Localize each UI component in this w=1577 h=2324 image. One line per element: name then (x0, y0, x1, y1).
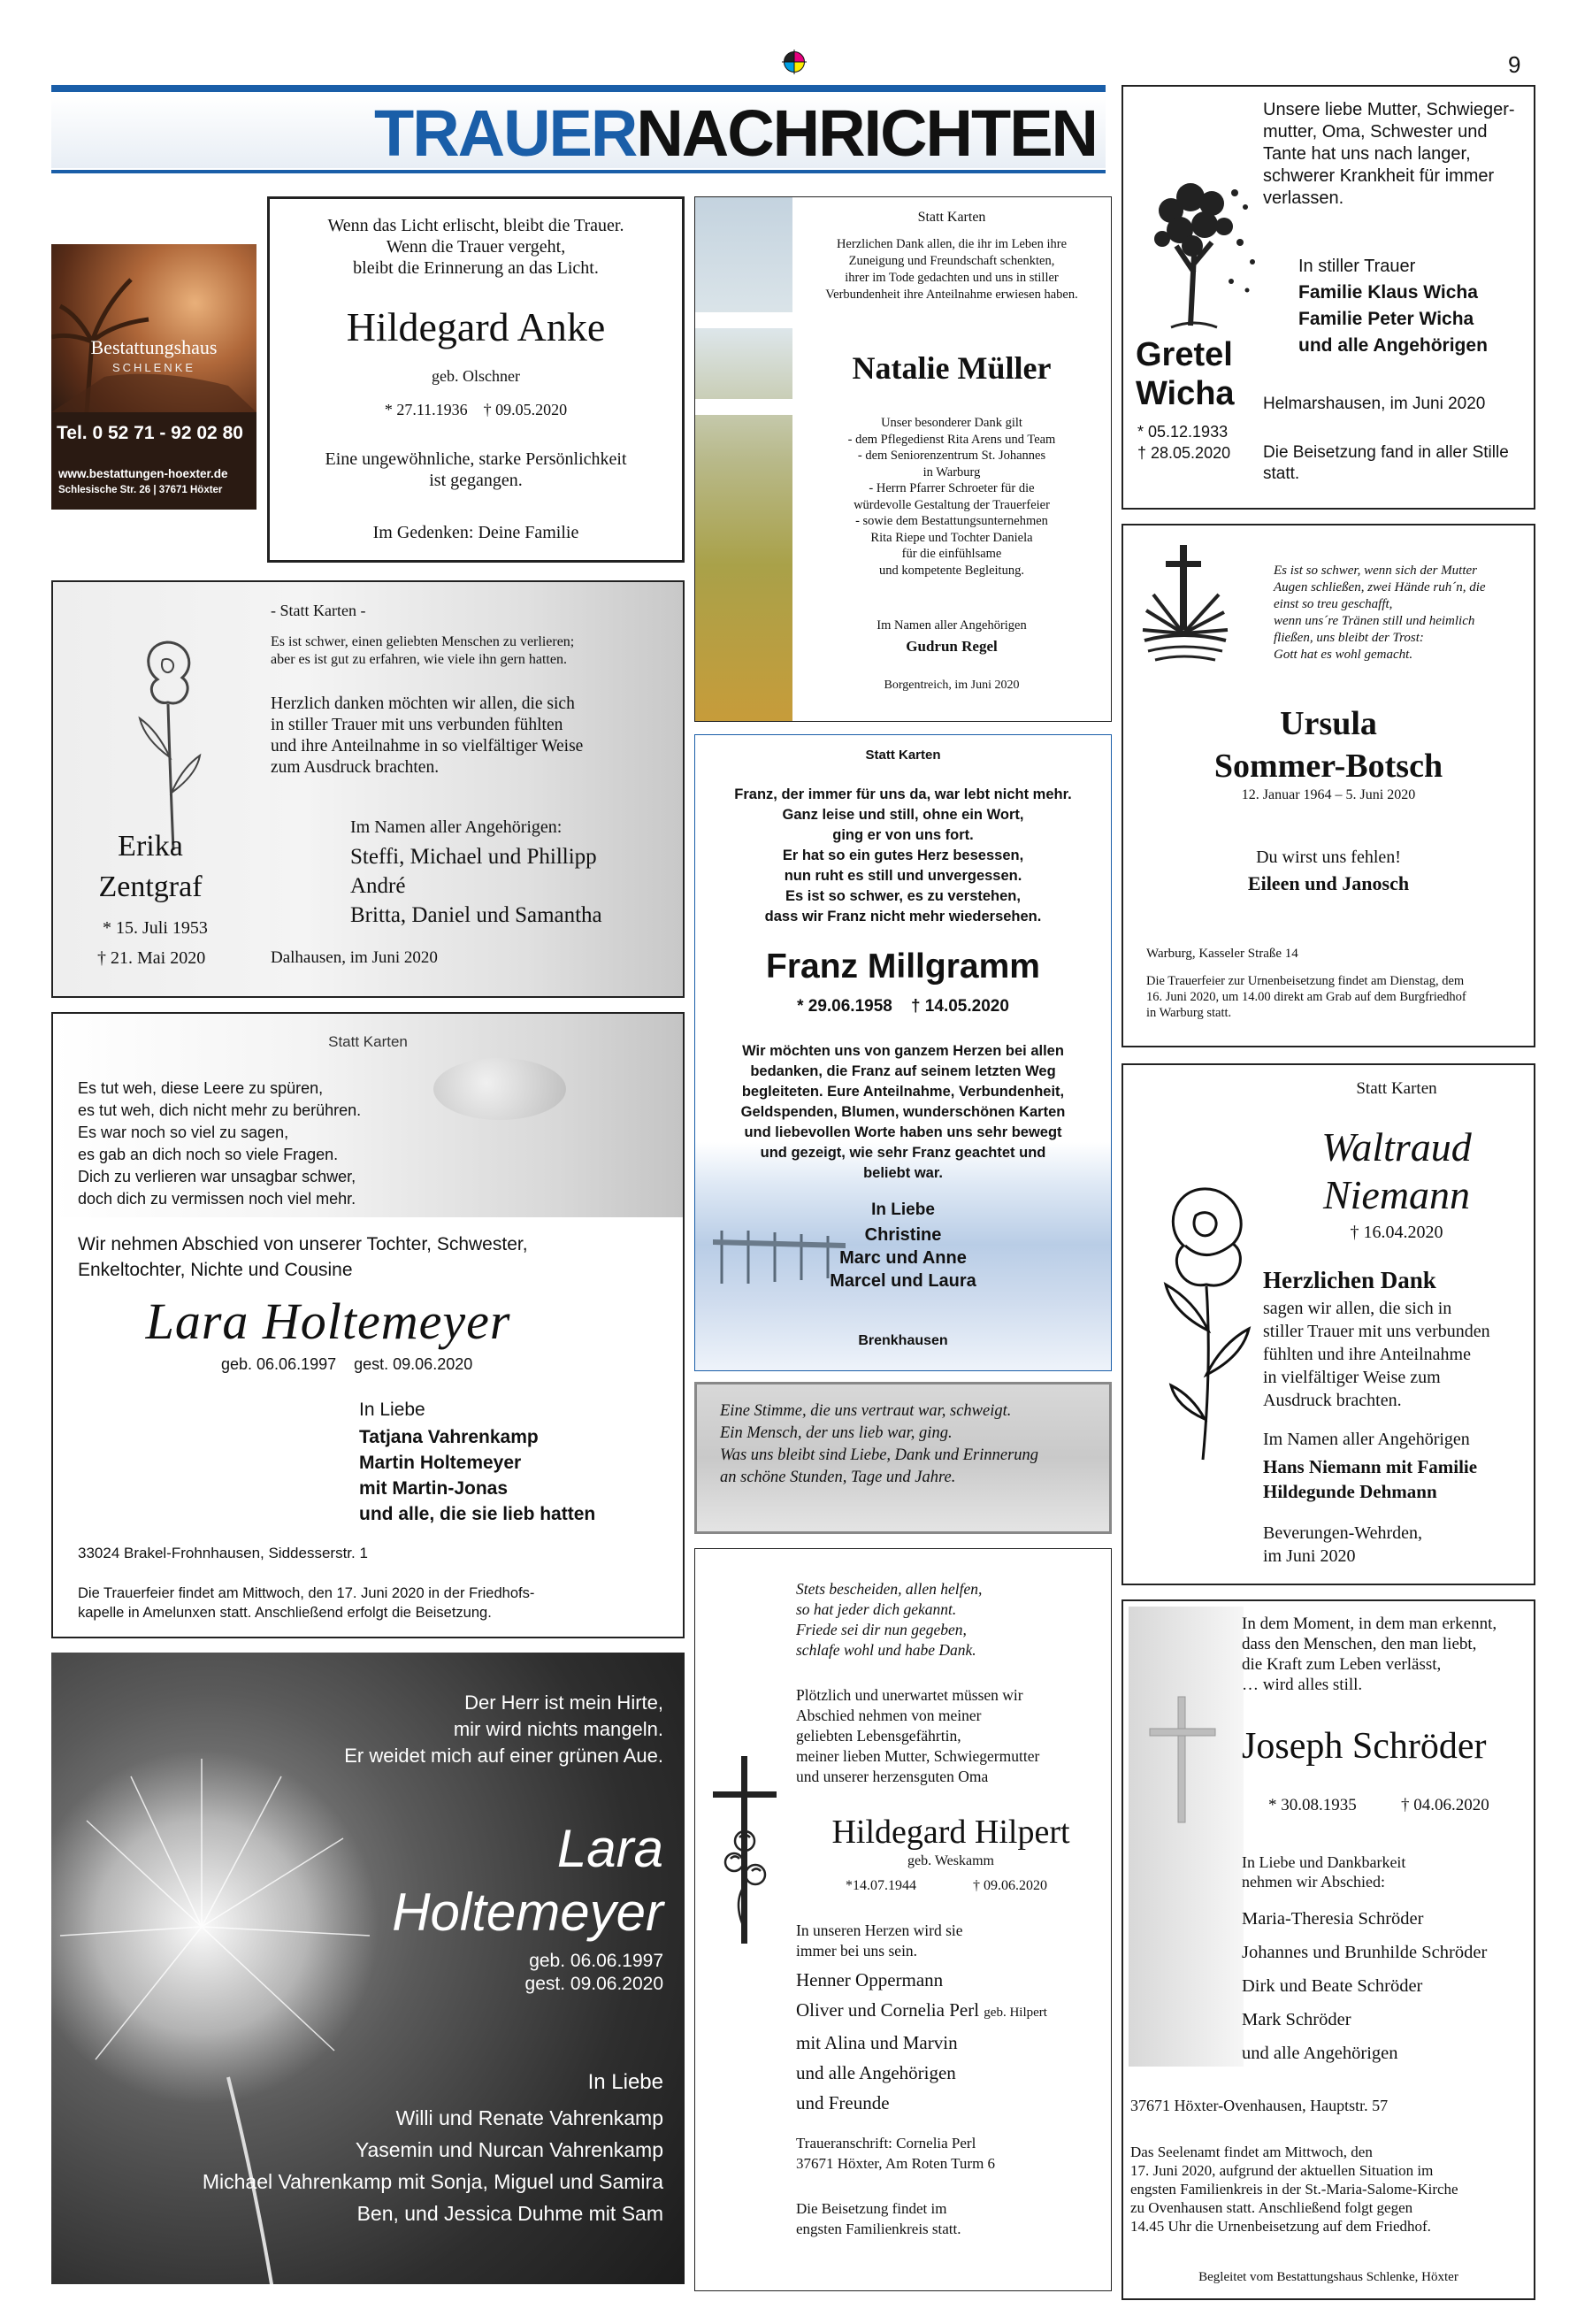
register-mark-icon (782, 50, 807, 74)
zentgraf-quote: Es ist schwer, einen geliebten Menschen zu verlieren; aber es ist gut zu erfahren, wie viele ihn gern hatten. (271, 634, 575, 667)
holtemeyer1-name: Lara Holtemeyer (145, 1292, 511, 1350)
sommer-dates: 12. Januar 1964 – 5. Juni 2020 (1241, 787, 1416, 802)
hilpert-born-name: geb. Weskamm (907, 1853, 994, 1868)
millgramm-family: Christine Marc und Anne Marcel und Laura (830, 1225, 976, 1291)
anke-quote: Wenn das Licht erlischt, bleibt die Trauer. Wenn die Trauer vergeht, bleibt die Erinnerung an das Licht. (327, 216, 624, 278)
notice-hilpert (694, 1548, 1112, 2291)
zentgraf-died: † 21. Mai 2020 (97, 948, 206, 968)
holtemeyer2-family: Willi und Renate Vahrenkamp Yasemin und Nurcan Vahrenkamp Michael Vahrenkamp mit Sonja, Miguel und Samira Ben, und Jessica Duhme mit Sam (202, 2106, 663, 2225)
zentgraf-family: Steffi, Michael und Phillipp André Britta, Daniel und Samantha (350, 845, 602, 927)
stimme-lines: Eine Stimme, die uns vertraut war, schweigt. Ein Mensch, der uns lieb war, ging. Was uns bleibt sind Liebe, Dank und Erinnerung an schöne Stunden, Tage und Jahre. (720, 1402, 1039, 1486)
holtemeyer1-ceremony: Die Trauerfeier findet am Mittwoch, den 17. Juni 2020 in der Friedhofs- kapelle in Amelunxen statt. Anschließend erfolgt die Beisetzung. (78, 1585, 535, 1621)
cross-sunrise-icon (1141, 541, 1229, 665)
ad-address: Schlesische Str. 26 | 37671 Höxter (58, 485, 223, 495)
niemann-died: † 16.04.2020 (1350, 1223, 1443, 1242)
wicha-place: Helmarshausen, im Juni 2020 (1263, 395, 1486, 413)
millgramm-thanks: Wir möchten uns von ganzem Herzen bei allen bedanken, die Franz auf seinem letzten Weg begleiteten. Eure Anteilnahme, Verbundenheit, Geldspenden, Blumen, wunderschönen Karten und liebevollen Worte haben uns sehr bewegt und gezeigt, wie sehr Franz geachtet und beliebt war. (740, 1043, 1066, 1181)
holtemeyer2-dates: geb. 06.06.1997 gest. 09.06.2020 (524, 1951, 663, 1994)
millgramm-quote: Franz, der immer für uns da, war lebt nicht mehr. Ganz leise und still, ohne ein Wort, ging er von uns fort. Er hat so ein gutes Herz besessen, nun ruht es still und unvergessen. Es ist so schwer, es zu verstehen, dass wir Franz nicht mehr wiedersehen. (734, 786, 1072, 924)
millgramm-love: In Liebe (871, 1200, 935, 1219)
page-number: 9 (1508, 51, 1521, 78)
mueller-special: Unser besonderer Dank gilt - dem Pflegedienst Rita Arens und Team - dem Seniorenzentrum St. Johannes in Warburg - Herrn Pfarrer Schroeter für die würdevolle Gestaltung der Trauerfeier - sowie dem Bestattungsunternehmen Rita Riepe und Tochter Daniela für die einfühlsame und kompetente Begleitung. (847, 416, 1056, 578)
hilpert-text: Plötzlich und unerwartet müssen wir Abschied nehmen von meiner geliebten Lebensgefährtin, meiner lieben Mutter, Schwiegermutter und unserer herzensguten Oma (796, 1686, 1040, 1785)
rose-icon (119, 633, 216, 855)
tree-silhouette-icon (51, 244, 256, 412)
notice-holtemeyer1 (51, 1012, 685, 1638)
sommer-quote: Es ist so schwer, wenn sich der Mutter Augen schließen, zwei Hände ruh´n, die einst so treu geschafft, wenn uns´re Tränen still und heimlich fließen, uns bleibt der Trost: Gott hat es wohl gemacht. (1274, 564, 1486, 662)
cross-roses-icon (708, 1753, 784, 1947)
wicha-died: † 28.05.2020 (1137, 444, 1231, 462)
schroeder-ceremony: Das Seelenamt findet am Mittwoch, den 17. Juni 2020, aufgrund der aktuellen Situation im engsten Familienkreis in der St.-Maria-Salome-Kirche zu Ovenhausen statt. Anschließend folgt gegen 14.45 Uhr die Urnenbeisetzung auf dem Friedhof. (1130, 2144, 1458, 2235)
mueller-place: Borgentreich, im Juni 2020 (884, 679, 1020, 692)
mueller-header: Statt Karten (917, 210, 986, 225)
hilpert-family2: Oliver und Cornelia Perl (796, 1999, 980, 2021)
notice-stimme (694, 1382, 1112, 1534)
zentgraf-place: Dalhausen, im Juni 2020 (271, 948, 438, 967)
notice-zentgraf (51, 580, 685, 998)
notice-mueller (694, 196, 1112, 722)
niemann-name: Waltraud Niemann (1321, 1124, 1472, 1217)
hilpert-hearts: In unseren Herzen wird sie immer bei uns sein. (796, 1921, 963, 1960)
wicha-born: * 05.12.1933 (1137, 423, 1229, 441)
wicha-mourning-label: In stiller Trauer (1298, 257, 1416, 276)
ad-phone[interactable]: Tel. 0 52 71 - 92 02 80 (57, 423, 243, 443)
schroeder-thanks: In Liebe und Dankbarkeit nehmen wir Abschied: (1242, 1853, 1406, 1891)
notice-schroeder (1122, 1599, 1535, 2300)
notice-holtemeyer2 (51, 1653, 685, 2284)
mueller-signoff-label: Im Namen aller Angehörigen (877, 618, 1027, 633)
hilpert-name: Hildegard Hilpert (831, 1814, 1070, 1851)
wicha-intro: Unsere liebe Mutter, Schwieger- mutter, Oma, Schwester und Tante hat uns nach langer, schwerer Krankheit für immer verlassen. (1263, 100, 1515, 208)
holtemeyer1-dates: geb. 06.06.1997 gest. 09.06.2020 (221, 1355, 473, 1373)
tree-icon (1136, 157, 1268, 334)
title-part1: TRAUER (374, 96, 637, 170)
holtemeyer1-love: In Liebe (359, 1400, 425, 1420)
millgramm-name: Franz Millgramm (766, 947, 1040, 986)
holtemeyer2-love: In Liebe (587, 2070, 663, 2094)
holtemeyer1-family: Tatjana Vahrenkamp Martin Holtemeyer mit Martin-Jonas und alle, die sie lieb hatten (359, 1427, 596, 1524)
anke-name: Hildegard Anke (346, 304, 606, 349)
zentgraf-signoff-label: Im Namen aller Angehörigen: (350, 817, 563, 837)
notice-wicha (1122, 85, 1535, 510)
holtemeyer2-psalm: Der Herr ist mein Hirte, mir wird nichts mangeln. Er weidet mich auf einer grünen Aue. (344, 1691, 663, 1767)
hilpert-born: *14.07.1944 (846, 1878, 916, 1893)
sommer-miss: Du wirst uns fehlen! (1256, 848, 1401, 867)
mueller-name: Natalie Müller (792, 339, 1111, 397)
notice-anke (267, 196, 685, 563)
anke-born-name: geb. Olschner (432, 367, 520, 385)
wicha-burial: Die Beisetzung fand in aller Stille statt. (1263, 443, 1509, 483)
niemann-family: Hans Niemann mit Familie Hildegunde Dehmann (1263, 1456, 1478, 1502)
header-bar-bottom (51, 170, 1106, 173)
hilpert-quote: Stets bescheiden, allen helfen, so hat jeder dich gekannt. Friede sei dir nun gegeben, schlafe wohl und habe Dank. (796, 1580, 983, 1659)
zentgraf-header: - Statt Karten - (271, 602, 366, 619)
hilpert-died: † 09.06.2020 (973, 1878, 1047, 1893)
title-part2: NACHRICHTEN (636, 96, 1097, 170)
mueller-signoff-name: Gudrun Regel (906, 638, 998, 655)
schroeder-footer: Begleitet vom Bestattungshaus Schlenke, Höxter (1198, 2270, 1458, 2284)
hilpert-family2-born: geb. Hilpert (984, 2006, 1047, 2020)
wicha-name2: Wicha (1136, 375, 1235, 412)
wicha-name1: Gretel (1136, 336, 1233, 373)
mueller-thanks: Herzlichen Dank allen, die ihr im Leben ihre Zuneigung und Freundschaft schenkten, ihrer im Tode gedachten und uns in stiller Verbundenheit ihre Anteilnahme erwiesen haben. (825, 237, 1078, 302)
notice-millgramm (694, 734, 1112, 1371)
schroeder-family: Maria-Theresia Schröder Johannes und Brunhilde Schröder Dirk und Beate Schröder Mark Schröder und alle Angehörigen (1242, 1909, 1488, 2063)
holtemeyer1-poem: Es tut weh, diese Leere zu spüren, es tut weh, dich nicht mehr zu berühren. Es war noch so viel zu sagen, es gab an dich noch so viele Fragen. Dich zu verlieren war unsagbar schwer, doch dich zu vermissen noch viel mehr. (78, 1079, 362, 1208)
niemann-header: Statt Karten (1356, 1079, 1437, 1098)
hilpert-address: Traueranschrift: Cornelia Perl 37671 Höxter, Am Roten Turm 6 (796, 2135, 996, 2172)
anke-signoff: Im Gedenken: Deine Familie (372, 523, 579, 542)
wicha-family: Familie Klaus Wicha Familie Peter Wicha und alle Angehörigen (1298, 282, 1488, 356)
ad-name-line2: SCHLENKE (111, 361, 196, 374)
ad-bestattungshaus[interactable] (51, 244, 256, 510)
ad-name-line1: Bestattungshaus (90, 336, 218, 358)
niemann-signoff-label: Im Namen aller Angehörigen (1263, 1430, 1470, 1449)
holtemeyer1-farewell: Wir nehmen Abschied von unserer Tochter, Schwester, Enkeltochter, Nichte und Cousine (78, 1234, 528, 1280)
holtemeyer2-name: Lara Holtemeyer (392, 1819, 663, 1942)
schroeder-died: † 04.06.2020 (1401, 1796, 1489, 1814)
sommer-address: Warburg, Kasseler Straße 14 (1146, 947, 1298, 961)
schroeder-name: Joseph Schröder (1242, 1726, 1487, 1767)
millgramm-place: Brenkhausen (858, 1333, 948, 1348)
cross-icon (1143, 1693, 1222, 1826)
sommer-ceremony: Die Trauerfeier zur Urnenbeisetzung findet am Dienstag, dem 16. Juni 2020, um 14.00 direkt am Grab auf dem Burgfriedhof in Warburg statt. (1146, 974, 1466, 1020)
rose-drawing-icon (1150, 1180, 1265, 1463)
niemann-thanks-title: Herzlichen Dank (1263, 1267, 1436, 1293)
sommer-family: Eileen und Janosch (1247, 872, 1410, 894)
millgramm-dates: * 29.06.1958 † 14.05.2020 (797, 997, 1009, 1016)
schroeder-born: * 30.08.1935 (1268, 1796, 1357, 1814)
sommer-name: Ursula Sommer-Botsch (1213, 705, 1443, 785)
header-bar-top (51, 85, 1106, 92)
anke-text: Eine ungewöhnliche, starke Persönlichkeit ist gegangen. (325, 449, 627, 490)
schroeder-quote: In dem Moment, in dem man erkennt, dass den Menschen, den man liebt, die Kraft zum Leben verlässt, … wird alles still. (1242, 1615, 1497, 1694)
cross-photo (1129, 1607, 1244, 2067)
notice-sommer (1122, 524, 1535, 1047)
anke-dates: * 27.11.1936 † 09.05.2020 (384, 401, 568, 418)
page-title (371, 97, 1097, 170)
holtemeyer1-header: Statt Karten (328, 1033, 408, 1050)
notice-niemann (1122, 1063, 1535, 1585)
niemann-place: Beverungen-Wehrden, im Juni 2020 (1263, 1523, 1422, 1566)
zentgraf-thanks: Herzlich danken möchten wir allen, die sich in stiller Trauer mit uns verbunden fühlten und ihre Anteilnahme in so vielfältiger Weise zum Ausdruck brachten. (271, 694, 584, 777)
zentgraf-name: Erika Zentgraf (98, 830, 203, 903)
holtemeyer1-address: 33024 Brakel-Frohnhausen, Siddesserstr. 1 (78, 1545, 368, 1561)
hilpert-burial: Die Beisetzung findet im engsten Familienkreis statt. (796, 2200, 961, 2237)
hilpert-family: Henner Oppermann Oliver und Cornelia Perl geb. Hilpert mit Alina und Marvin und alle Angehörigen und Freunde (796, 1969, 1047, 2113)
zentgraf-born: * 15. Juli 1953 (103, 918, 208, 938)
ad-website[interactable]: www.bestattungen-hoexter.de (58, 467, 228, 480)
schroeder-address: 37671 Höxter-Ovenhausen, Hauptstr. 57 (1130, 2097, 1389, 2114)
niemann-thanks: sagen wir allen, die sich in stiller Trauer mit uns verbunden fühlten und ihre Anteilnahme in vielfältiger Weise zum Ausdruck brachten. (1263, 1299, 1490, 1410)
field-cross-photo (695, 197, 792, 722)
millgramm-header: Statt Karten (865, 748, 941, 763)
